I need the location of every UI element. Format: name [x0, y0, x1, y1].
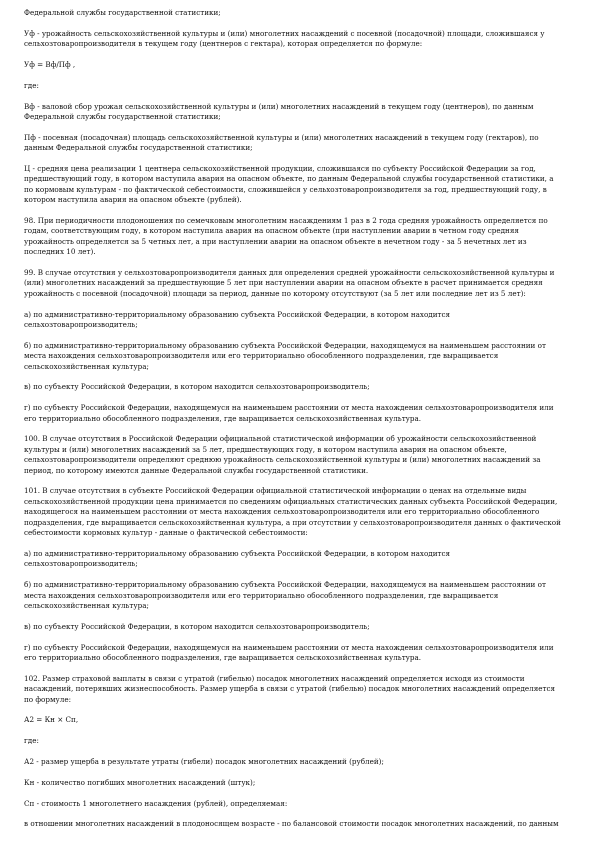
- document-page: [24, 8, 572, 840]
- list-item-99-g: г) по субъекту Российской Федерации, находящемуся на наименьшем расстоянии от места нахождения сельхозтоваропроизводителя или его территориально обособленного подразделения, где выращивается сельскохозяйственная культура.: [24, 403, 554, 423]
- formula-uf: Уф = Вф/Пф ,: [24, 60, 76, 69]
- list-item-99-v: в) по субъекту Российской Федерации, в котором находится сельхозтоваропроизводитель;: [24, 382, 370, 392]
- paragraph-99: 99. В случае отсутствия у сельхозтоваропроизводителя данных для определения средней урожайности сельскохозяйственной культуры и (или) многолетних насаждений за предшествующие 5 лет при наступлении аварии на опасном объекте в расчет принимается средняя урожайность с посевной (посадочной) площади за период, данные по которому отсутствуют (за 5 лет или последние лет из 5 лет):: [24, 268, 555, 298]
- paragraph-fruiting-age: в отношении многолетних насаждений в плодоносящем возрасте - по балансовой стоимости посадок многолетних насаждений, по данным: [24, 819, 559, 829]
- paragraph-vf-definition: Вф - валовой сбор урожая сельскохозяйственной культуры и (или) многолетних насаждений в текущем году (центнеров), по данным Федеральной службы государственной статистики;: [24, 101, 534, 121]
- list-item-99-b: б) по административно-территориальному образованию субъекта Российской Федерации, находящемуся на наименьшем расстоянии от места нахождения сельхозтоваропроизводителя или его территориально обособленного подразделения, где выращивается сельскохозяйственная культура;: [24, 340, 546, 371]
- paragraph-102: 102. Размер страховой выплаты в связи с утратой (гибелью) посадок многолетних насаждений определяется исходя из стоимости насаждений, потерявших жизнеспособность. Размер ущерба в связи с утратой (гибелью) посадок многолетних насаждений определяется по формуле:: [24, 673, 556, 704]
- list-item-101-v: в) по субъекту Российской Федерации, в котором находится сельхозтоваропроизводитель;: [24, 621, 370, 631]
- paragraph-c-definition: Ц - средняя цена реализации 1 центнера сельскохозяйственной продукции, сложившаяся по субъекту Российской Федерации за год, предшествующий году, в котором наступила авария на опасном объекте, по данным Федеральной службы государственной статистики, а по кормовым культурам - по фактической себестоимости, сложившейся у сельхозтоваропроизводителя за год, предшествующий году, в котором наступила авария на опасном объекте (рублей).: [24, 164, 554, 205]
- paragraph-pf-definition: Пф - посевная (посадочная) площадь сельскохозяйственной культуры и (или) многолетних насаждений в текущем году (гектаров), по данным Федеральной службы государственной статистики;: [24, 132, 539, 153]
- paragraph-101: 101. В случае отсутствия в субъекте Российской Федерации официальной статистической информации о ценах на отдельные виды сельскохозяйственной продукции цена принимается по сведениям официальных статистических данных субъекта Российской Федерации, находящегося на наименьшем расстоянии от места нахождения сельхозтоваропроизводителя или его территориально обособленного подразделения, где выращивается сельскохозяйственная культура, а при отсутствии у сельхозтоваропроизводителя данных о фактической себестоимости кормовых культур - данные о фактической себестоимости:: [24, 486, 561, 538]
- list-item-101-a: а) по административно-территориальному образованию субъекта Российской Федерации, в котором находится сельхозтоваропроизводитель;: [24, 548, 451, 569]
- where-label: где:: [24, 80, 39, 90]
- paragraph-sp-definition: Сп - стоимость 1 многолетнего насаждения (рублей), определяемая:: [24, 798, 288, 808]
- paragraph-kn-definition: Кн - количество погибших многолетних насаждений (штук);: [24, 777, 256, 787]
- where-label: где:: [24, 736, 39, 746]
- list-item-101-g: г) по субъекту Российской Федерации, находящемуся на наименьшем расстоянии от места нахождения сельхозтоваропроизводителя или его территориально обособленного подразделения, где выращивается сельскохозяйственная культура.: [24, 642, 554, 662]
- paragraph-uf-definition: Уф - урожайность сельскохозяйственной культуры и (или) многолетних насаждений с посевной (посадочной) площади, сложившаяся у сельхозтоваропроизводителя в текущем году (центнеров с гектара), которая определяется по формуле:: [24, 28, 545, 49]
- paragraph-100: 100. В случае отсутствия в Российской Федерации официальной статистической информации об урожайности сельскохозяйственной культуры и (или) многолетних насаждений за 5 лет, предшествующих году, в котором наступила авария на опасном объекте, сельхозтоваропроизводители определяют среднюю урожайность сельскохозяйственной культуры и (или) многолетних насаждений за период, по которому имеются данные Федеральной службы государственной статистики.: [24, 434, 541, 475]
- paragraph-98: 98. При периодичности плодоношения по семечковым многолетним насаждениям 1 раз в 2 года средняя урожайность определяется по годам, соответствующим году, в котором наступила авария на опасном объекте (при наступлении аварии в четном году средняя урожайность определяется за 5 четных лет, а при наступлении аварии на опасном объекте в нечетном году - за 5 нечетных лет из последних 10 лет).: [24, 216, 548, 257]
- paragraph-a2-definition: А2 - размер ущерба в результате утраты (гибели) посадок многолетних насаждений (рублей);: [24, 756, 384, 766]
- list-item-101-b: б) по административно-территориальному образованию субъекта Российской Федерации, находящемуся на наименьшем расстоянии от места нахождения сельхозтоваропроизводителя или его территориально обособленного подразделения, где выращивается сельскохозяйственная культура;: [24, 580, 546, 610]
- formula-a2: А2 = Кн × Сп,: [24, 715, 79, 725]
- paragraph-fragment-statistics: Федеральной службы государственной статистики;: [24, 8, 221, 17]
- list-item-99-a: а) по административно-территориальному образованию субъекта Российской Федерации, в котором находится сельхозтоваропроизводитель;: [24, 309, 451, 330]
